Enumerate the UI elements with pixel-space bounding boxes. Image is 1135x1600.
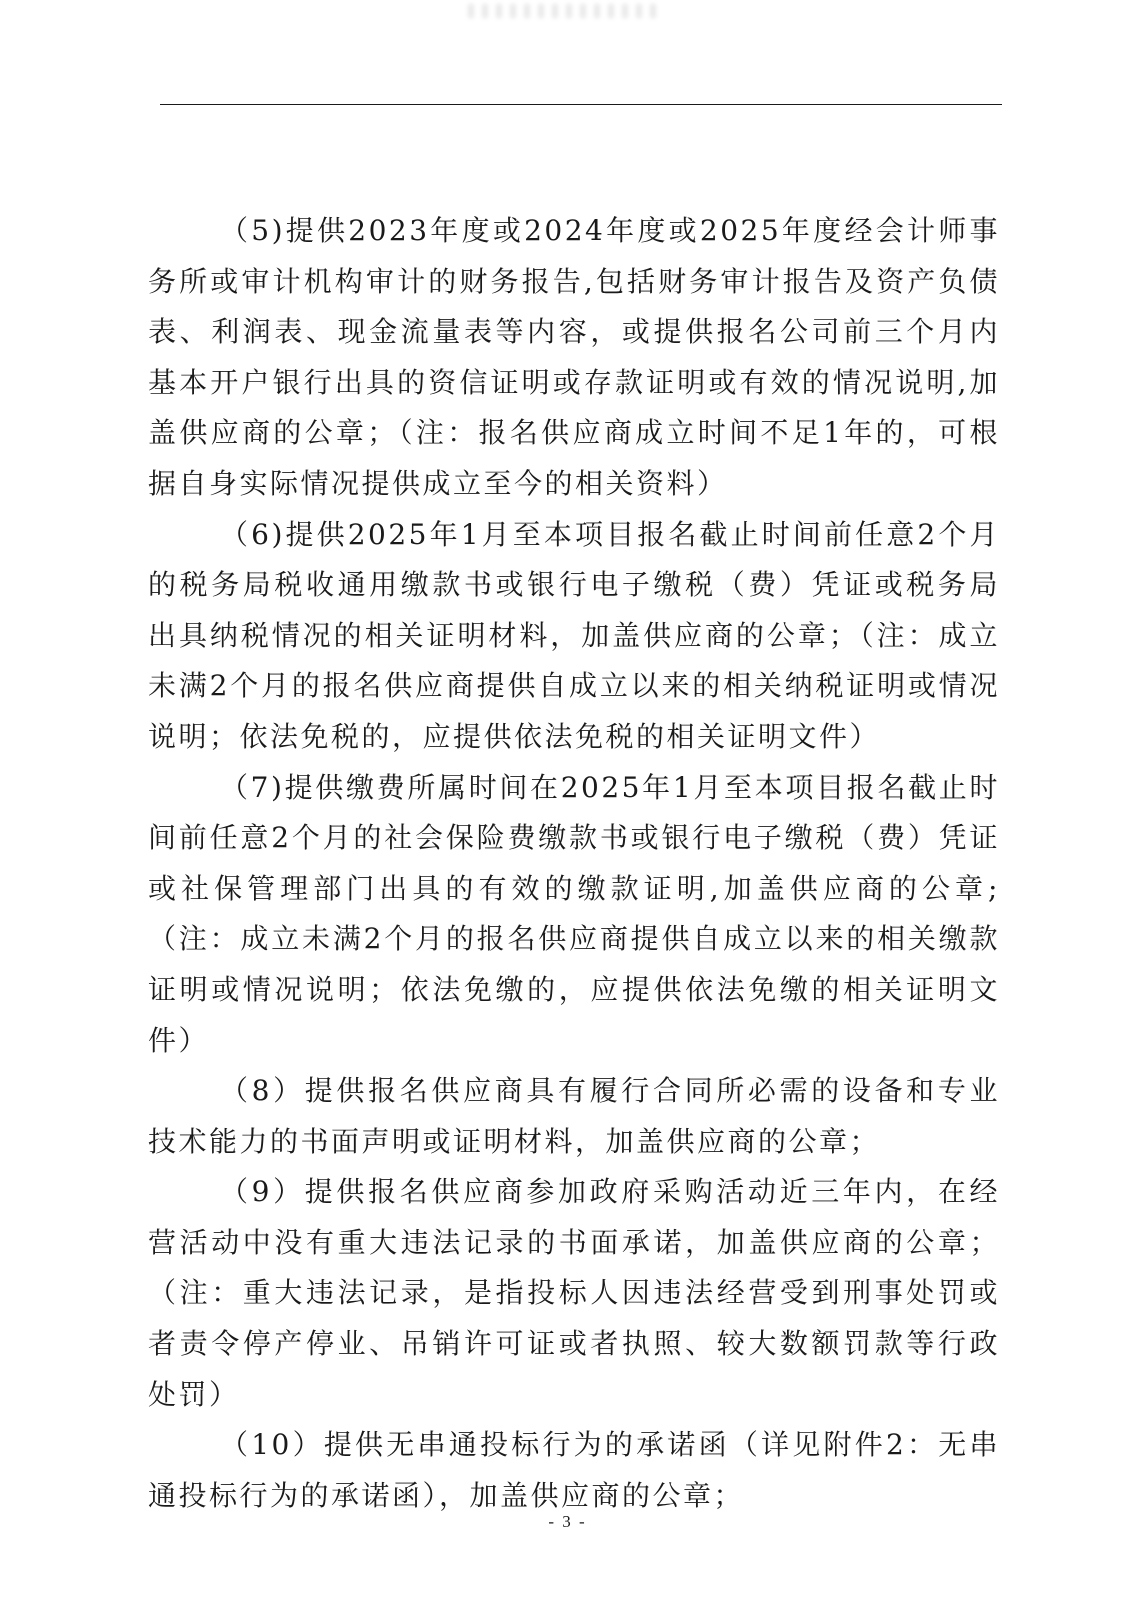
paragraph-item-9: （9）提供报名供应商参加政府采购活动近三年内，在经营活动中没有重大违法记录的书面承诺，加盖供应商的公章；（注：重大违法记录，是指投标人因违法经营受到刑事处罚或者责令停产停业、吊销许可证或者执照、较大数额罚款等行政处罚） <box>148 1175 1000 1411</box>
paragraph-item-6: （6)提供2025年1月至本项目报名截止时间前任意2个月的税务局税收通用缴款书或银行电子缴税（费）凭证或税务局出具纳税情况的相关证明材料，加盖供应商的公章；（注：成立未满2个月的报名供应商提供自成立以来的相关纳税证明或情况说明；依法免税的，应提供依法免税的相关证明文件） <box>148 517 1000 753</box>
scan-mark <box>468 4 658 18</box>
paragraph-item-5: （5)提供2023年度或2024年度或2025年度经会计师事务所或审计机构审计的财务报告,包括财务审计报告及资产负债表、利润表、现金流量表等内容，或提供报名公司前三个月内基本开户银行出具的资信证明或存款证明或有效的情况说明,加盖供应商的公章；（注：报名供应商成立时间不足1年的，可根据自身实际情况提供成立至今的相关资料） <box>148 214 1000 500</box>
page-number: - 3 - <box>548 1512 587 1531</box>
paragraph-item-10: （10）提供无串通投标行为的承诺函（详见附件2：无串通投标行为的承诺函），加盖供应商的公章； <box>148 1428 1000 1512</box>
paragraph-item-8: （8）提供报名供应商具有履行合同所必需的设备和专业技术能力的书面声明或证明材料，加盖供应商的公章； <box>148 1074 1000 1158</box>
header-rule <box>160 104 1002 105</box>
document-body <box>148 206 1000 1521</box>
paragraph-item-7: （7)提供缴费所属时间在2025年1月至本项目报名截止时间前任意2个月的社会保险费缴款书或银行电子缴税（费）凭证或社保管理部门出具的有效的缴款证明,加盖供应商的公章;（注：成立未满2个月的报名供应商提供自成立以来的相关缴款证明或情况说明；依法免缴的，应提供依法免缴的相关证明文件） <box>148 770 1000 1057</box>
